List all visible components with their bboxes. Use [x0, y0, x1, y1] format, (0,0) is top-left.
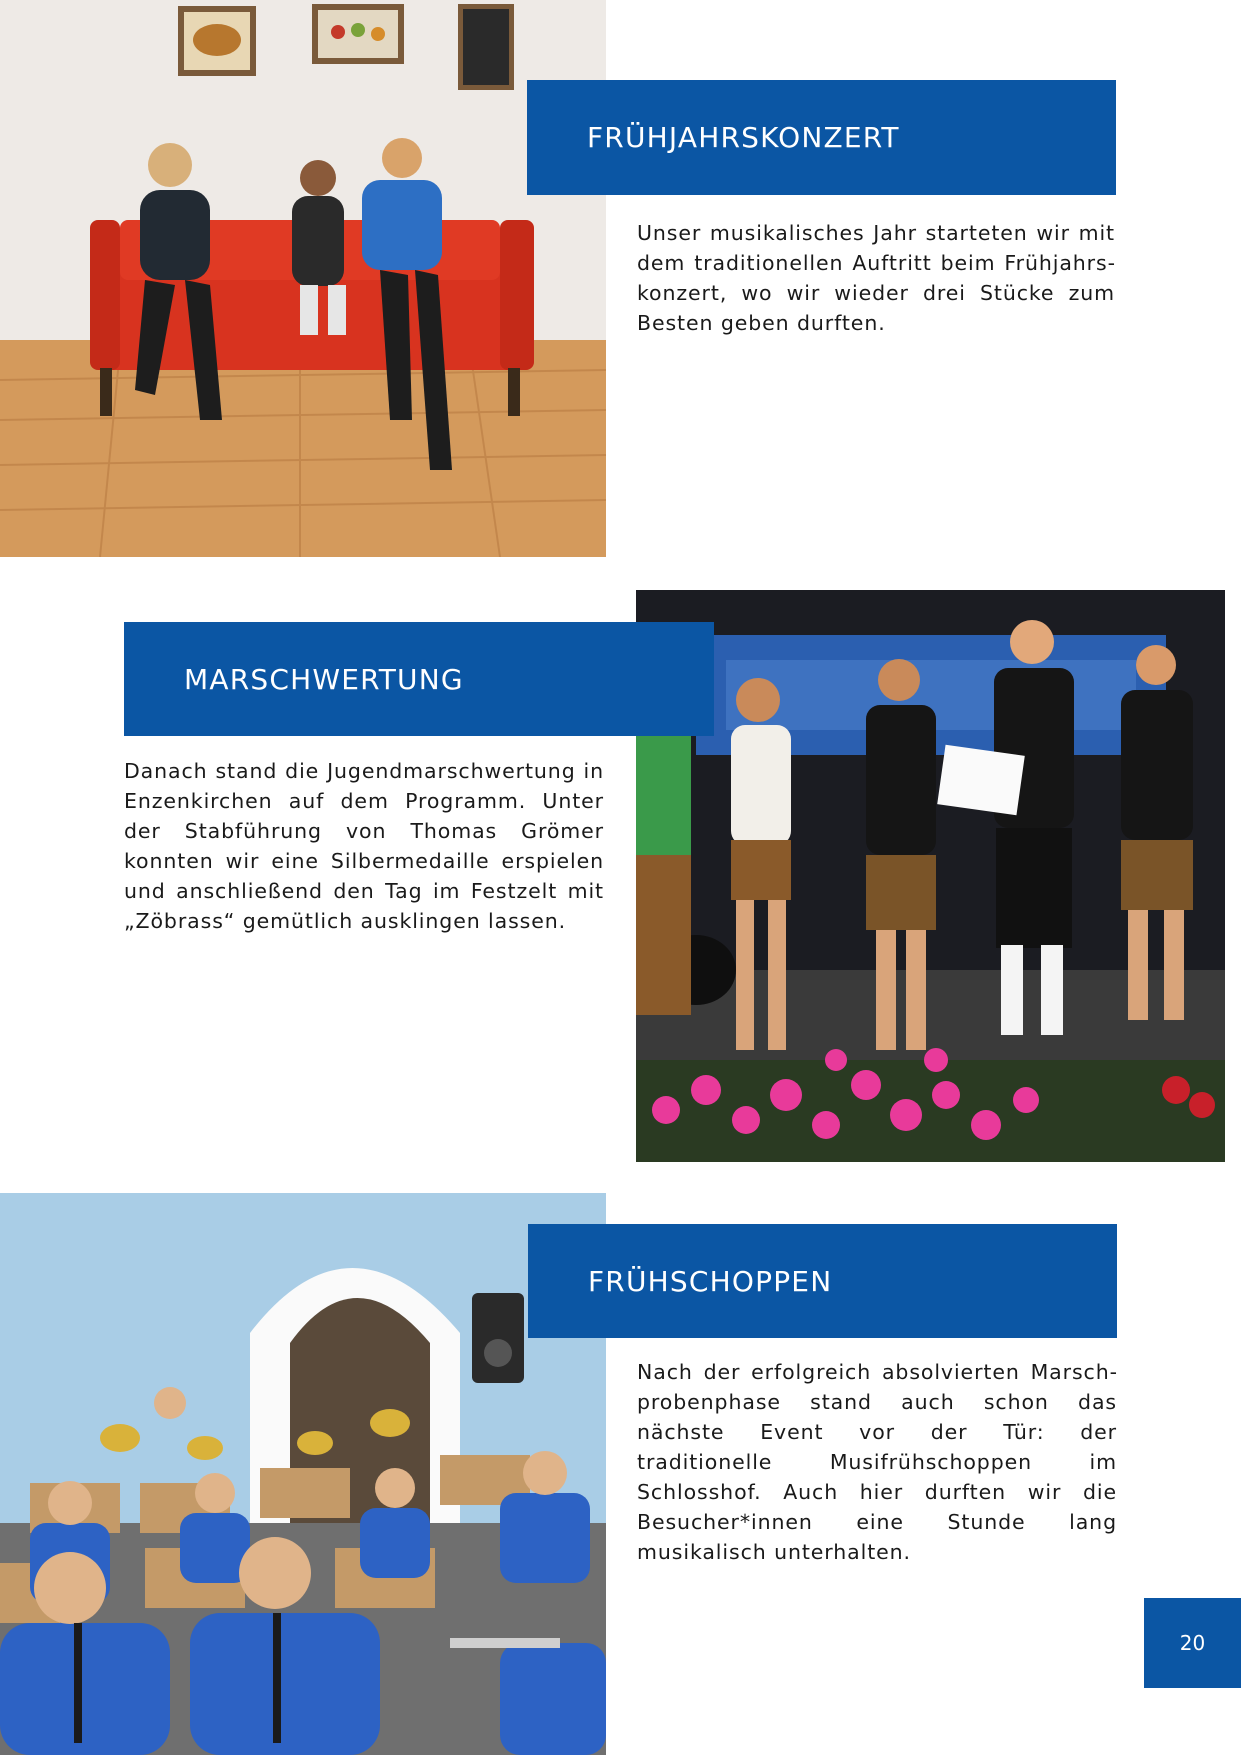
photo-band-courtyard	[0, 1193, 606, 1755]
section-text-fruehjahrskonzert: Unser musikalisches Jahr starteten wir mit dem traditionellen Auftritt beim Frühjahrskonzert, wo wir wieder drei Stücke zum Besten geben durften.	[637, 221, 1115, 335]
photo-award-ceremony	[636, 590, 1225, 1162]
section-heading: FRÜHSCHOPPEN	[588, 1264, 833, 1298]
section-banner-marschwertung	[124, 622, 714, 736]
section-banner-fruehschoppen	[528, 1224, 1117, 1338]
section-heading: MARSCHWERTUNG	[184, 662, 464, 696]
section-text-marschwertung: Danach stand die Jugendmarschwertung in Enzenkirchen auf dem Programm. Unter der Stabführung von Thomas Grömer konnten wir eine Silbermedaille erspielen und anschließend den Tag im Festzelt mit „Zöbrass“ gemütlich ausklingen lassen.	[124, 759, 604, 933]
section-banner-fruehjahrskonzert	[527, 80, 1116, 195]
section-heading: FRÜHJAHRSKONZERT	[587, 121, 900, 154]
page-number: 20	[1144, 1598, 1241, 1688]
photo-girls-on-red-sofa	[0, 0, 606, 557]
section-text-fruehschoppen: Nach der erfolgreich absolvierten Marschprobenphase stand auch schon das nächste Event vor der Tür: der traditionelle Musifrühschoppen im Schlosshof. Auch hier durften wir die Besucher*innen eine Stunde lang musikalisch unterhalten.	[637, 1360, 1117, 1564]
